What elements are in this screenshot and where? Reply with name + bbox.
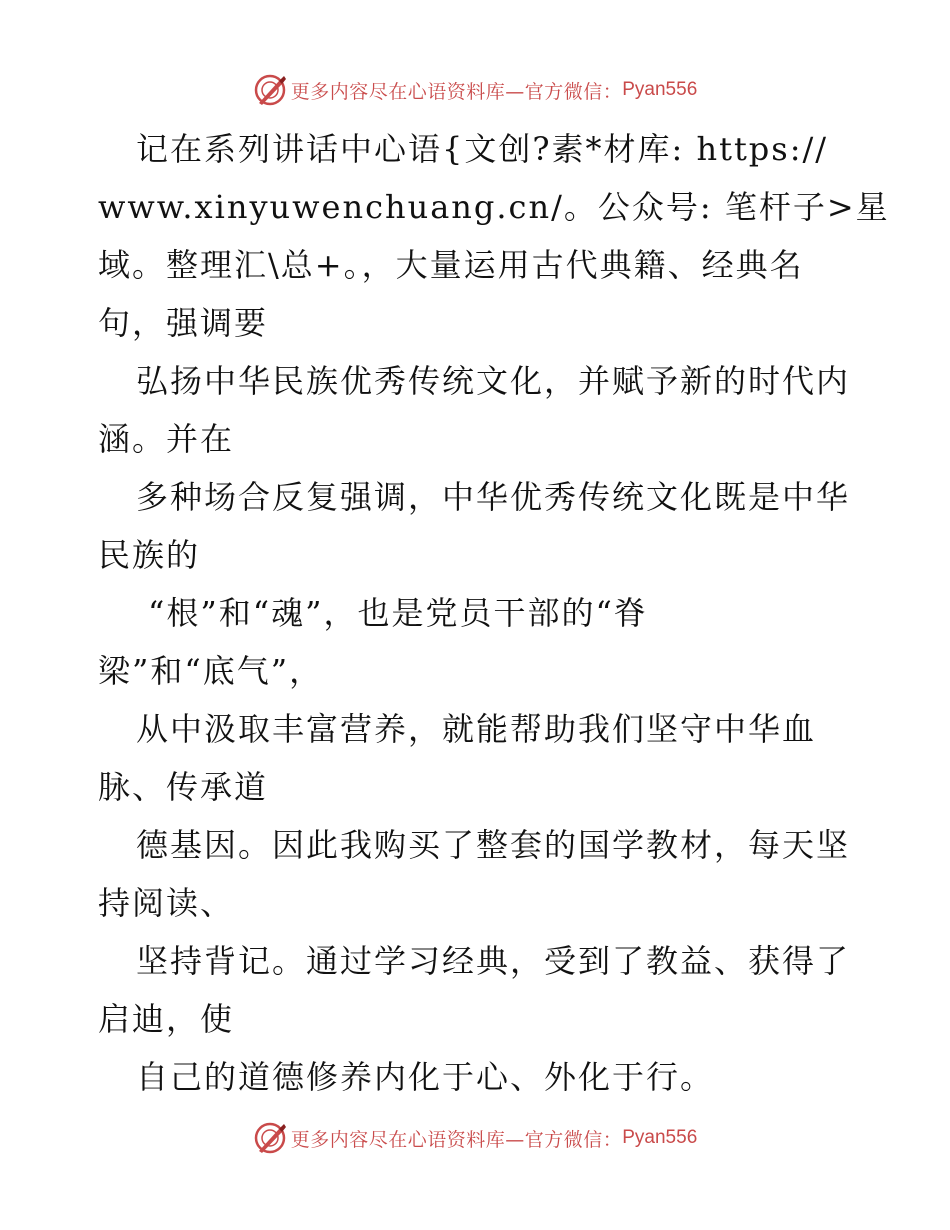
body-line: 自己的道德修养内化于心、外化于行。 — [136, 1058, 715, 1096]
header-banner-account: Pyan556 — [622, 79, 698, 100]
body-line: 持阅读、 — [98, 884, 235, 922]
body-line: 句，强调要 — [98, 304, 269, 342]
pen-logo-icon — [253, 1121, 287, 1155]
body-line: 启迪，使 — [98, 1000, 235, 1038]
body-line: 域。整理汇\总+。，大量运用古代典籍、经典名 — [98, 246, 804, 284]
footer-banner-text: 更多内容尽在心语资料库—官方微信： — [290, 1128, 623, 1151]
body-line: 从中汲取丰富营养，就能帮助我们坚守中华血 — [136, 710, 817, 748]
body-line: “根”和“魂”，也是党员干部的“脊 — [148, 594, 648, 632]
body-line: 民族的 — [98, 536, 201, 574]
pen-logo-icon — [253, 73, 287, 107]
document-body — [98, 120, 890, 1106]
body-line: 梁”和“底气”， — [98, 652, 324, 690]
header-banner-text: 更多内容尽在心语资料库—官方微信： — [290, 80, 623, 103]
body-line: 坚持背记。通过学习经典，受到了教益、获得了 — [136, 942, 851, 980]
body-line: 涵。并在 — [98, 420, 235, 458]
body-line: 记在系列讲话中心语{文创?素*材库: https:// — [136, 130, 829, 168]
body-line: 弘扬中华民族优秀传统文化，并赋予新的时代内 — [136, 362, 851, 400]
body-line: 德基因。因此我购买了整套的国学教材，每天坚 — [136, 826, 851, 864]
header-banner — [0, 70, 950, 110]
footer-banner — [0, 1118, 950, 1158]
body-line: 脉、传承道 — [98, 768, 269, 806]
footer-banner-account: Pyan556 — [622, 1127, 698, 1148]
body-line: www.xinyuwenchuang.cn/。公众号: 笔杆子>星 — [98, 188, 890, 226]
body-line: 多种场合反复强调，中华优秀传统文化既是中华 — [136, 478, 851, 516]
